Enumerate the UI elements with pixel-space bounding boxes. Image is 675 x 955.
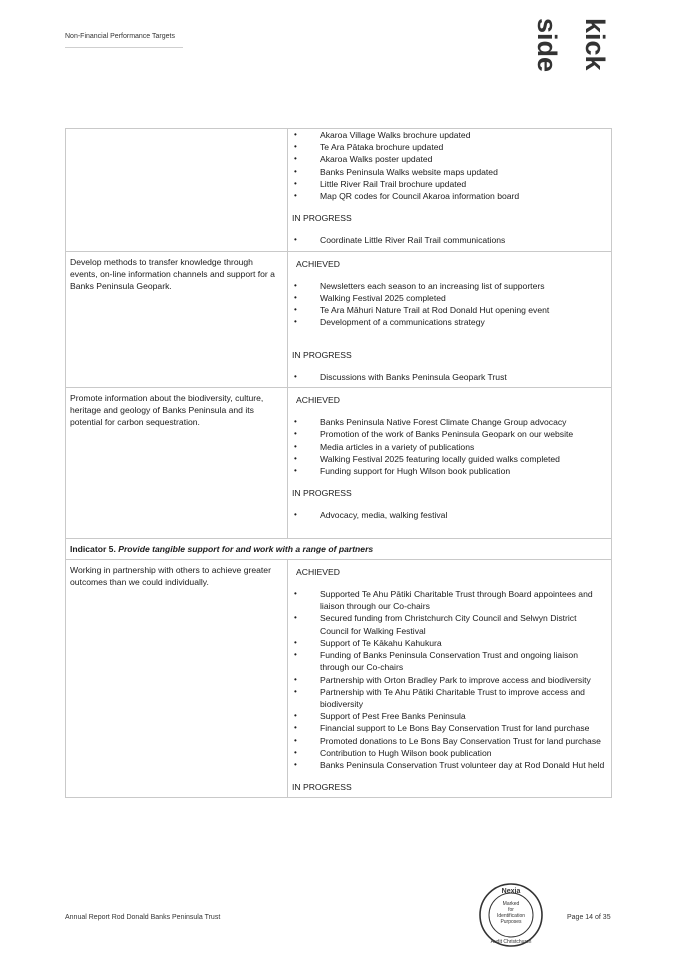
- list-item: • Te Ara Pātaka brochure updated: [292, 141, 607, 153]
- list-item: • Akaroa Village Walks brochure updated: [292, 129, 607, 141]
- list-item: • Little River Rail Trail brochure updated: [292, 178, 607, 190]
- list-item: • Walking Festival 2025 completed: [292, 292, 607, 304]
- list-item: • Media articles in a variety of publications: [292, 441, 607, 453]
- list-item: • Coordinate Little River Rail Trail communications: [292, 234, 607, 246]
- svg-text:Purposes: Purposes: [500, 919, 522, 925]
- achievement-list: [292, 280, 607, 329]
- footer-page-number: Page 14 of 35: [567, 914, 611, 921]
- list-item: • Discussions with Banks Peninsula Geopark Trust: [292, 371, 607, 383]
- table-row: [66, 388, 612, 539]
- performance-table: [65, 128, 612, 798]
- target-description: Develop methods to transfer knowledge through events, on-line information channels and support for a Banks Peninsula Geopark.: [66, 251, 288, 387]
- list-item: • Contribution to Hugh Wilson book publication: [292, 747, 607, 759]
- status-label: IN PROGRESS: [292, 488, 352, 499]
- list-item: • Banks Peninsula Conservation Trust volunteer day at Rod Donald Hut held: [292, 759, 607, 771]
- status-label: IN PROGRESS: [292, 213, 352, 224]
- achievement-list: [292, 416, 607, 477]
- list-item: • Development of a communications strategy: [292, 316, 607, 328]
- target-description: Promote information about the biodiversity, culture, heritage and geology of Banks Peninsula and its potential for carbon sequestration.: [66, 388, 288, 539]
- header-divider: [65, 47, 183, 48]
- list-item: • Banks Peninsula Native Forest Climate Change Group advocacy: [292, 416, 607, 428]
- list-item: • Funding support for Hugh Wilson book publication: [292, 465, 607, 477]
- status-label: ACHIEVED: [296, 258, 340, 269]
- svg-text:side: side: [532, 18, 562, 73]
- footer-report-title: Annual Report Rod Donald Banks Peninsula Trust: [65, 914, 221, 921]
- indicator-text: Provide tangible support for and work with a range of partners: [118, 543, 374, 554]
- list-item: • Funding of Banks Peninsula Conservation Trust and ongoing liaison through our Co-chairs: [292, 649, 607, 673]
- list-item: • Partnership with Orton Bradley Park to improve access and biodiversity: [292, 674, 607, 686]
- header-title: Non-Financial Performance Targets: [65, 33, 175, 40]
- svg-text:Audit Christchurch: Audit Christchurch: [490, 939, 532, 945]
- table-row: [66, 129, 612, 252]
- list-item: • Support of Pest Free Banks Peninsula: [292, 710, 607, 722]
- svg-text:Nexia: Nexia: [501, 888, 521, 895]
- in-progress-list: [292, 234, 607, 246]
- target-description: [66, 129, 288, 252]
- indicator-heading: [66, 538, 612, 559]
- table-row: [66, 251, 612, 387]
- target-description: Working in partnership with others to achieve greater outcomes than we could individually.: [66, 559, 288, 797]
- status-label: ACHIEVED: [296, 395, 340, 406]
- status-label: ACHIEVED: [296, 566, 340, 577]
- svg-text:Identification: Identification: [496, 913, 526, 919]
- list-item: • Te Ara Māhuri Nature Trail at Rod Donald Hut opening event: [292, 304, 607, 316]
- achievement-list: [292, 129, 607, 202]
- list-item: • Partnership with Te Ahu Pātiki Charitable Trust to improve access and biodiversity: [292, 686, 607, 710]
- list-item: • Banks Peninsula Walks website maps updated: [292, 166, 607, 178]
- results-cell: [288, 559, 612, 797]
- svg-text:for: for: [508, 907, 514, 913]
- list-item: • Walking Festival 2025 featuring locally guided walks completed: [292, 453, 607, 465]
- list-item: • Newsletters each season to an increasing list of supporters: [292, 280, 607, 292]
- list-item: • Map QR codes for Council Akaroa information board: [292, 190, 607, 202]
- status-label: IN PROGRESS: [292, 782, 352, 793]
- indicator-number: Indicator 5.: [70, 543, 116, 554]
- results-cell: [288, 251, 612, 387]
- list-item: • Supported Te Ahu Pātiki Charitable Trust through Board appointees and liaison through our Co-chairs: [292, 588, 607, 612]
- list-item: • Advocacy, media, walking festival: [292, 509, 607, 521]
- list-item: • Promotion of the work of Banks Peninsula Geopark on our website: [292, 428, 607, 440]
- achievement-list: [292, 588, 607, 771]
- table-row: [66, 559, 612, 797]
- list-item: • Promoted donations to Le Bons Bay Conservation Trust for land purchase: [292, 735, 607, 747]
- list-item: • Financial support to Le Bons Bay Conservation Trust for land purchase: [292, 722, 607, 734]
- list-item: • Akaroa Walks poster updated: [292, 153, 607, 165]
- list-item: • Secured funding from Christchurch City Council and Selwyn District Council for Walking Festival: [292, 612, 607, 636]
- results-cell: [288, 388, 612, 539]
- status-label: IN PROGRESS: [292, 349, 352, 360]
- in-progress-list: [292, 371, 607, 383]
- svg-text:kick: kick: [580, 18, 610, 71]
- indicator-heading-row: [66, 538, 612, 559]
- results-cell: [288, 129, 612, 252]
- list-item: • Support of Te Kākahu Kahukura: [292, 637, 607, 649]
- kick-side-logo: [532, 14, 612, 80]
- in-progress-list: [292, 509, 607, 521]
- audit-stamp: [477, 881, 545, 949]
- svg-text:Marked: Marked: [502, 901, 520, 907]
